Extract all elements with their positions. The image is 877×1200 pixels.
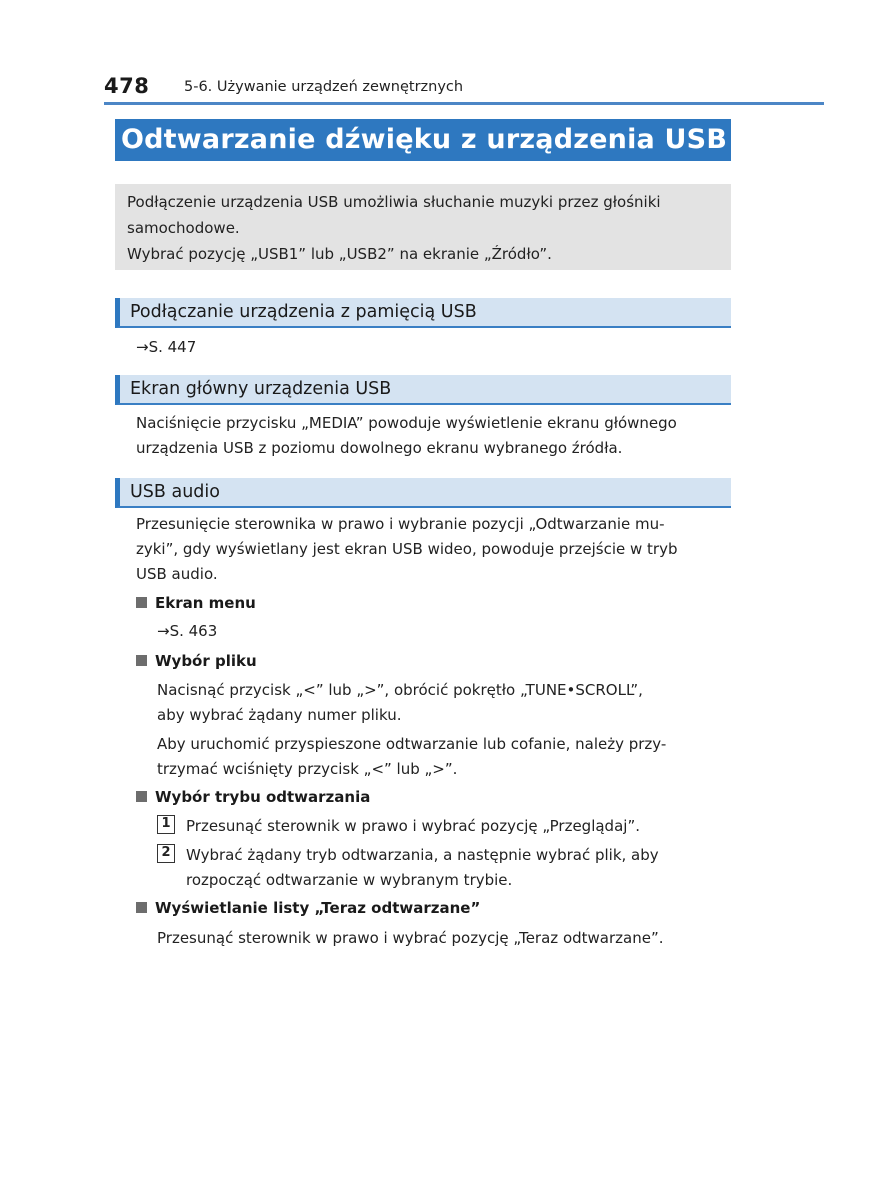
heading-main-screen: Ekran główny urządzenia USB — [115, 375, 731, 405]
bullet-label: Wyświetlanie listy „Teraz odtwarzane” — [155, 899, 481, 917]
step-text: Przesunąć sterownik w prawo i wybrać pozycję „Przeglądaj”. — [186, 817, 640, 835]
text-line: Wybrać żądany tryb odtwarzania, a następnie wybrać plik, aby — [186, 846, 659, 864]
intro-line: Podłączenie urządzenia USB umożliwia słuchanie muzyki przez głośniki — [127, 193, 661, 211]
header-rule — [104, 102, 824, 105]
square-bullet-icon — [136, 655, 147, 666]
text-line: Naciśnięcie przycisku „MEDIA” powoduje wyświetlenie ekranu głównego — [136, 414, 677, 432]
step-text — [186, 843, 732, 893]
page-number: 478 — [104, 74, 150, 98]
text-line: Przesunąć sterownik w prawo i wybrać pozycję „Teraz odtwarzane”. — [157, 929, 664, 947]
text-line: trzymać wciśnięty przycisk „<” lub „>”. — [157, 760, 458, 778]
text-line: rozpocząć odtwarzanie w wybranym trybie. — [186, 871, 513, 889]
step-1 — [157, 814, 732, 839]
section-path: 5-6. Używanie urządzeń zewnętrznych — [184, 79, 464, 95]
main-screen-text — [136, 411, 732, 461]
bullet-label: Ekran menu — [155, 594, 256, 612]
text-line: Przesunięcie sterownika w prawo i wybranie pozycji „Odtwarzanie mu- — [136, 515, 665, 533]
file-select-text-2 — [157, 732, 732, 782]
page-ref-link[interactable]: →S. 447 — [136, 338, 197, 356]
bullet-play-mode — [136, 786, 370, 808]
bullet-label: Wybór pliku — [155, 652, 257, 670]
step-number-1: 1 — [157, 815, 175, 834]
text-line: Aby uruchomić przyspieszone odtwarzanie lub cofanie, należy przy- — [157, 735, 667, 753]
bullet-label: Wybór trybu odtwarzania — [155, 788, 371, 806]
heading-usb-audio: USB audio — [115, 478, 731, 508]
step-number-2: 2 — [157, 844, 175, 863]
bullet-menu-screen — [136, 592, 256, 614]
file-select-text-1 — [157, 678, 732, 728]
usb-audio-text — [136, 512, 732, 587]
square-bullet-icon — [136, 791, 147, 802]
menu-page-ref[interactable] — [157, 619, 732, 644]
text-line: USB audio. — [136, 565, 218, 583]
connect-page-ref[interactable] — [136, 335, 732, 360]
bullet-file-select — [136, 650, 257, 672]
intro-box — [115, 184, 731, 270]
heading-connect: Podłączanie urządzenia z pamięcią USB — [115, 298, 731, 328]
step-2 — [157, 843, 732, 893]
text-line: Nacisnąć przycisk „<” lub „>”, obrócić pokrętło „TUNE•SCROLL”, — [157, 681, 643, 699]
page-title: Odtwarzanie dźwięku z urządzenia USB — [115, 119, 731, 161]
intro-line: Wybrać pozycję „USB1” lub „USB2” na ekranie „Źródło”. — [127, 245, 552, 263]
text-line: aby wybrać żądany numer pliku. — [157, 706, 402, 724]
page-ref-link[interactable]: →S. 463 — [157, 622, 218, 640]
intro-line: samochodowe. — [127, 219, 240, 237]
bullet-now-playing — [136, 897, 480, 919]
text-line: urządzenia USB z poziomu dowolnego ekranu wybranego źródła. — [136, 439, 623, 457]
now-playing-text — [157, 926, 732, 951]
text-line: zyki”, gdy wyświetlany jest ekran USB wideo, powoduje przejście w tryb — [136, 540, 678, 558]
square-bullet-icon — [136, 902, 147, 913]
square-bullet-icon — [136, 597, 147, 608]
